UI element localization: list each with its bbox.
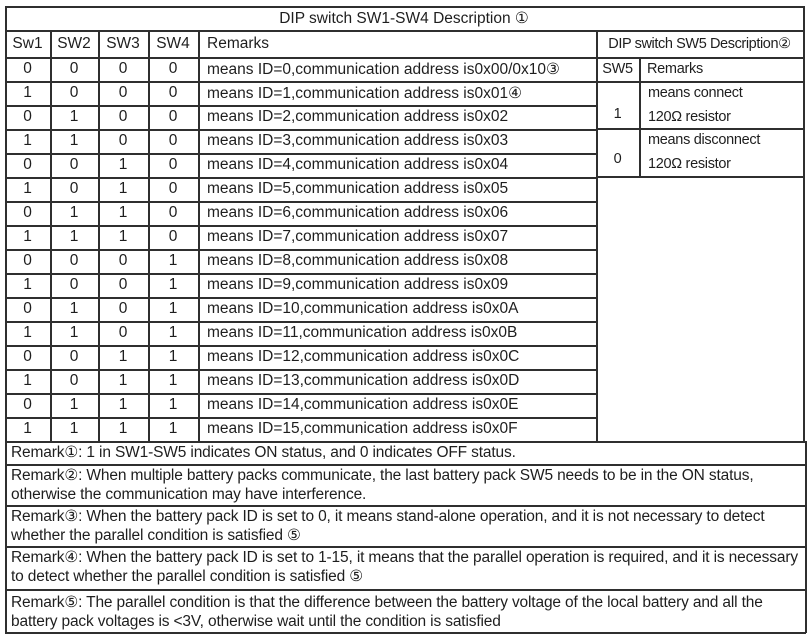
cell-sw3: 1	[118, 156, 128, 173]
cell-remarks: means ID=2,communication address is0x02	[207, 108, 509, 125]
cell-remarks: means ID=15,communication address is0x0F	[207, 420, 518, 437]
cell-sw1: 0	[23, 108, 32, 125]
sw1-sw4-table-title: DIP switch SW1-SW4 Description ①	[279, 9, 529, 27]
cell-sw2: 1	[69, 324, 79, 341]
header-sw2: SW2	[57, 34, 91, 52]
cell-sw1: 0	[23, 396, 32, 413]
cell-sw4: 1	[168, 396, 178, 413]
sw5-header-remarks: Remarks	[647, 61, 703, 77]
remark-5: Remark⑤: The parallel condition is that the difference between the battery voltage of the local battery and all the battery pack voltages is <3V, otherwise wait until the condition is satisfied	[11, 594, 763, 630]
cell-remarks: means ID=1,communication address is0x01④	[207, 84, 523, 102]
cell-sw2: 1	[69, 108, 79, 125]
cell-remarks: means ID=10,communication address is0x0A	[207, 300, 519, 317]
cell-sw3: 0	[118, 60, 128, 77]
cell-sw2: 1	[69, 204, 79, 221]
cell-remarks: means ID=8,communication address is0x08	[207, 252, 509, 269]
sw5-header-sw5: SW5	[602, 61, 633, 77]
cell-sw3: 1	[118, 372, 128, 389]
cell-sw1: 1	[23, 132, 32, 149]
cell-sw3: 0	[118, 324, 128, 341]
cell-sw3: 1	[118, 396, 128, 413]
cell-remarks: means ID=9,communication address is0x09	[207, 276, 509, 293]
cell-sw1: 1	[23, 420, 32, 437]
sw5-row-remark-line2: 120Ω resistor	[648, 109, 731, 125]
cell-remarks: means ID=13,communication address is0x0D	[207, 372, 520, 389]
cell-sw4: 0	[168, 60, 178, 77]
cell-sw3: 0	[118, 132, 128, 149]
cell-remarks: means ID=3,communication address is0x03	[207, 132, 509, 149]
cell-sw4: 0	[168, 204, 178, 221]
cell-sw2: 1	[69, 300, 79, 317]
cell-sw2: 0	[69, 276, 79, 293]
grid-line	[805, 441, 807, 633]
cell-sw4: 1	[168, 276, 178, 293]
cell-sw1: 1	[23, 84, 32, 101]
cell-sw4: 0	[168, 84, 178, 101]
remark-1: Remark①: 1 in SW1-SW5 indicates ON status, and 0 indicates OFF status.	[11, 444, 516, 461]
grid-line	[5, 632, 806, 634]
sw5-table-title: DIP switch SW5 Description②	[608, 35, 791, 52]
cell-sw4: 1	[168, 300, 178, 317]
cell-sw3: 1	[118, 204, 128, 221]
cell-sw1: 0	[23, 348, 32, 365]
cell-sw3: 0	[118, 300, 128, 317]
sw5-row-remark-line1: means disconnect	[648, 132, 761, 148]
cell-sw3: 1	[118, 420, 128, 437]
cell-sw1: 0	[23, 300, 32, 317]
cell-remarks: means ID=5,communication address is0x05	[207, 180, 509, 197]
cell-remarks: means ID=0,communication address is0x00/0x10③	[207, 60, 560, 78]
header-sw3: SW3	[106, 34, 140, 52]
cell-sw2: 1	[69, 396, 79, 413]
cell-sw1: 1	[23, 276, 32, 293]
cell-sw1: 0	[23, 156, 32, 173]
remark-4: Remark④: When the battery pack ID is set to 1-15, it means that the parallel operation is required, and it is necessary to detect whether the parallel condition is satisfied ⑤	[11, 549, 798, 585]
cell-sw4: 1	[168, 372, 178, 389]
cell-sw2: 0	[69, 156, 79, 173]
cell-remarks: means ID=4,communication address is0x04	[207, 156, 509, 173]
sw5-row-remark-line1: means connect	[648, 85, 743, 101]
cell-sw4: 0	[168, 108, 178, 125]
cell-remarks: means ID=7,communication address is0x07	[207, 228, 509, 245]
cell-remarks: means ID=14,communication address is0x0E	[207, 396, 519, 413]
cell-sw2: 0	[69, 348, 79, 365]
cell-remarks: means ID=11,communication address is0x0B	[207, 324, 518, 341]
cell-sw1: 1	[23, 180, 32, 197]
cell-sw2: 0	[69, 84, 79, 101]
cell-sw1: 1	[23, 324, 32, 341]
cell-sw3: 0	[118, 108, 128, 125]
header-sw4: SW4	[156, 34, 190, 52]
grid-line	[803, 6, 805, 441]
sw5-row-value: 1	[613, 105, 622, 122]
cell-sw3: 1	[118, 348, 128, 365]
remark-2: Remark②: When multiple battery packs communicate, the last battery pack SW5 needs to be in the ON status, otherwise the communication may have interference.	[11, 467, 754, 503]
sw5-row-remark	[648, 81, 803, 128]
cell-sw3: 0	[118, 252, 128, 269]
cell-sw3: 0	[118, 84, 128, 101]
cell-sw1: 0	[23, 252, 32, 269]
cell-sw1: 1	[23, 228, 32, 245]
cell-sw1: 1	[23, 372, 32, 389]
cell-sw1: 0	[23, 60, 32, 77]
cell-sw3: 1	[118, 180, 128, 197]
cell-sw4: 0	[168, 132, 178, 149]
cell-sw2: 0	[69, 252, 79, 269]
cell-sw3: 0	[118, 276, 128, 293]
cell-sw2: 1	[69, 228, 79, 245]
cell-sw4: 0	[168, 228, 178, 245]
grid-line	[596, 176, 804, 178]
cell-sw4: 1	[168, 324, 178, 341]
sw5-row-remark-line2: 120Ω resistor	[648, 156, 731, 172]
cell-remarks: means ID=6,communication address is0x06	[207, 204, 509, 221]
cell-sw3: 1	[118, 228, 128, 245]
cell-sw4: 0	[168, 156, 178, 173]
cell-remarks: means ID=12,communication address is0x0C	[207, 348, 520, 365]
cell-sw2: 0	[69, 180, 79, 197]
cell-sw4: 1	[168, 420, 178, 437]
cell-sw2: 0	[69, 60, 79, 77]
cell-sw4: 0	[168, 180, 178, 197]
cell-sw2: 0	[69, 372, 79, 389]
cell-sw4: 1	[168, 348, 178, 365]
header-remarks: Remarks	[207, 34, 270, 52]
sw5-row-remark	[648, 128, 803, 176]
cell-sw4: 1	[168, 252, 178, 269]
remark-3: Remark③: When the battery pack ID is set to 0, it means stand-alone operation, and it is not necessary to detect whether the parallel condition is satisfied ⑤	[11, 508, 765, 544]
sw5-row-value: 0	[613, 151, 622, 167]
cell-sw2: 1	[69, 132, 79, 149]
cell-sw2: 1	[69, 420, 79, 437]
header-sw1: Sw1	[12, 34, 43, 52]
cell-sw1: 0	[23, 204, 32, 221]
